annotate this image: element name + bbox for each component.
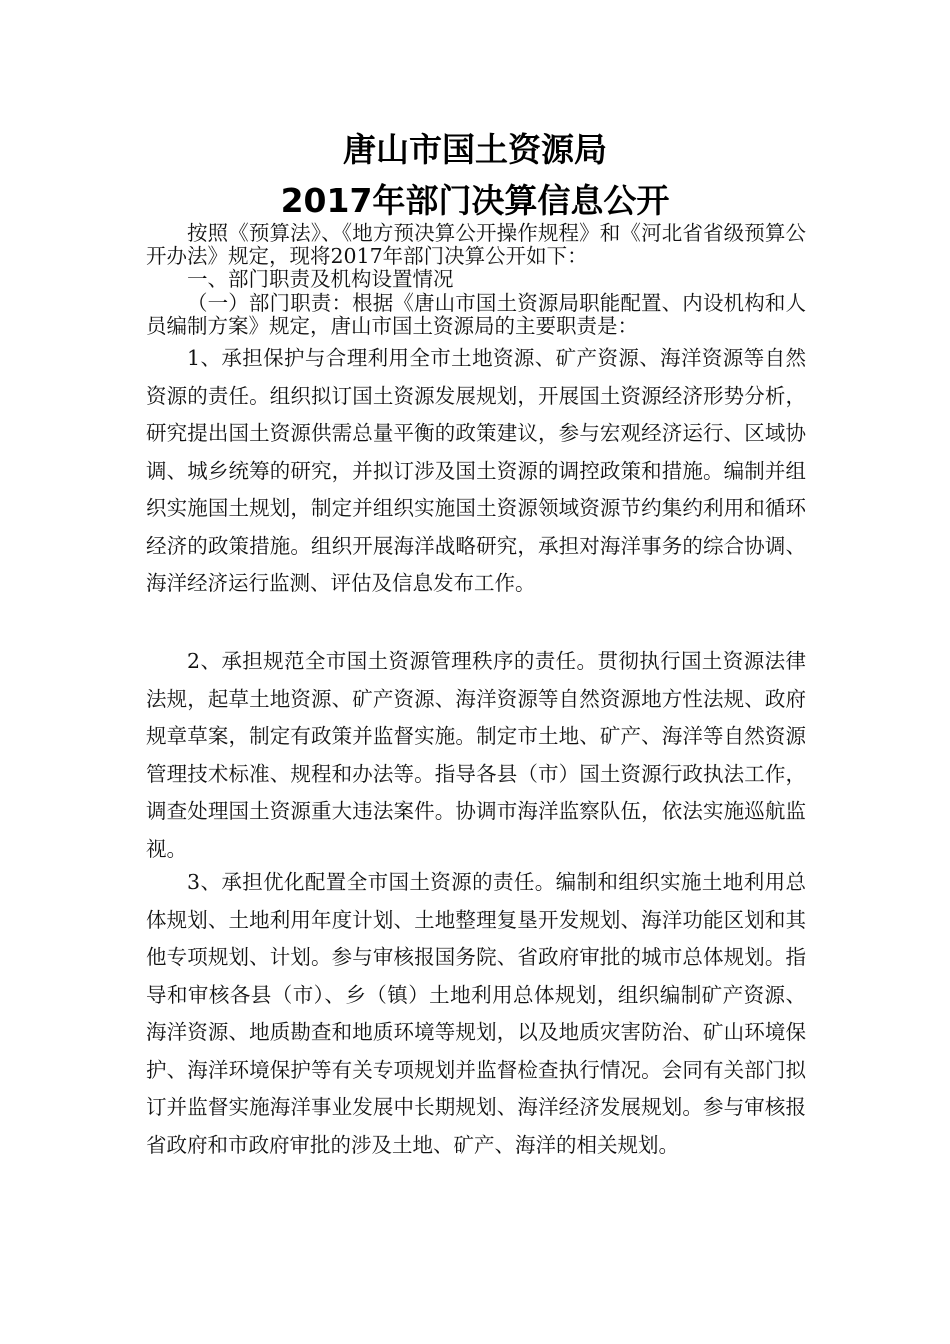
duties-intro-paragraph: （一）部门职责：根据《唐山市国土资源局职能配置、内设机构和人员编制方案》规定，唐山市国土资源局的主要职责是： [146,291,806,338]
duty-item-2: 2、承担规范全市国土资源管理秩序的责任。贯彻执行国土资源法律法规，起草土地资源、矿产资源、海洋资源等自然资源地方性法规、政府规章草案，制定有政策并监督实施。制定市土地、矿产、海洋等自然资源管理技术标准、规程和办法等。指导各县（市）国土资源行政执法工作，调查处理国土资源重大违法案件。协调市海洋监察队伍，依法实施巡航监视。 [146,649,806,861]
intro-paragraph: 按照《预算法》、《地方预决算公开操作规程》和《河北省省级预算公开办法》规定，现将2017年部门决算公开如下： [146,221,806,268]
section-heading: 一、部门职责及机构设置情况 [187,267,454,291]
duty-item-1: 1、承担保护与合理利用全市土地资源、矿产资源、海洋资源等自然资源的责任。组织拟订国土资源发展规划，开展国土资源经济形势分析，研究提出国土资源供需总量平衡的政策建议，参与宏观经济运行、区域协调、城乡统筹的研究，并拟订涉及国土资源的调控政策和措施。编制并组织实施国土规划，制定并组织实施国土资源领域资源节约集约利用和循环经济的政策措施。组织开展海洋战略研究，承担对海洋事务的综合协调、海洋经济运行监测、评估及信息发布工作。 [146,346,806,595]
document-title-line2: 2017年部门决算信息公开 [280,181,670,220]
duty-item-3: 3、承担优化配置全市国土资源的责任。编制和组织实施土地利用总体规划、土地利用年度计划、土地整理复垦开发规划、海洋功能区划和其他专项规划、计划。参与审核报国务院、省政府审批的城市总体规划。指导和审核各县（市）、乡（镇）土地利用总体规划，组织编制矿产资源、海洋资源、地质勘查和地质环境等规划，以及地质灾害防治、矿山环境保护、海洋环境保护等有关专项规划并监督检查执行情况。会同有关部门拟订并监督实施海洋事业发展中长期规划、海洋经济发展规划。参与审核报省政府和市政府审批的涉及土地、矿产、海洋的相关规划。 [146,870,806,1157]
document-title-line1: 唐山市国土资源局 [343,130,607,169]
